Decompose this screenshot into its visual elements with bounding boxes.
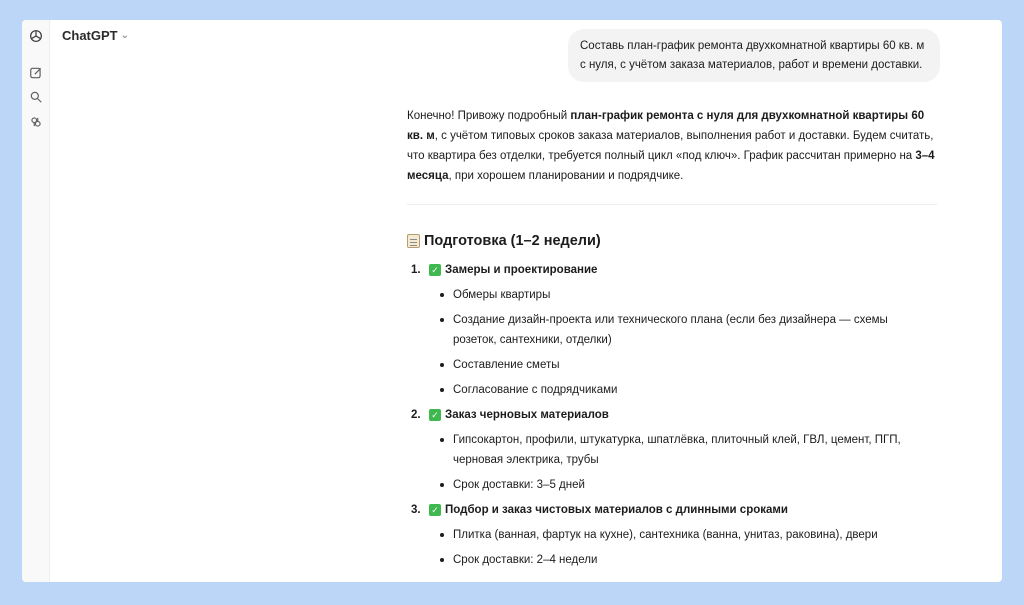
step-item xyxy=(407,405,937,495)
step-title: Заказ черновых материалов xyxy=(445,409,609,421)
step-heading xyxy=(407,260,937,280)
gpts-icon[interactable] xyxy=(26,112,46,132)
intro-text-2: , с учётом типовых сроков заказа материалов, выполнения работ и доставки. Будем считать, что квартира без отделки, требуется полный цикл «под ключ». График рассчитан примерно на xyxy=(407,130,934,162)
chatgpt-logo-icon[interactable] xyxy=(26,26,46,46)
step-number: 3. xyxy=(411,504,421,516)
list-item: Обмеры квартиры xyxy=(453,285,937,305)
list-item: Составление сметы xyxy=(453,355,937,375)
check-mark-icon: ✓ xyxy=(429,504,441,516)
search-icon[interactable] xyxy=(26,87,46,107)
step-item xyxy=(407,500,937,570)
sidebar xyxy=(22,20,50,582)
step-number: 1. xyxy=(411,264,421,276)
step-title: Подбор и заказ чистовых материалов с длинными сроками xyxy=(445,504,788,516)
list-item: Срок доставки: 2–4 недели xyxy=(453,550,937,570)
chevron-down-icon: ⌄ xyxy=(120,30,130,41)
intro-bold-1: план-график ремонта с нуля для двухкомнатной квартиры 60 кв. м xyxy=(407,110,925,142)
section-title: Подготовка (1–2 недели) xyxy=(424,233,601,249)
clipboard-icon xyxy=(407,234,420,248)
model-selector-label: ChatGPT xyxy=(62,28,118,43)
list-item: Согласование с подрядчиками xyxy=(453,380,937,400)
step-item xyxy=(407,260,937,400)
intro-text-1: Конечно! Привожу подробный xyxy=(407,110,571,122)
answer-intro xyxy=(407,106,937,186)
section-heading xyxy=(407,231,937,251)
steps-list xyxy=(407,260,937,570)
check-mark-icon: ✓ xyxy=(429,409,441,421)
bullet-list xyxy=(453,285,937,400)
bullet-list xyxy=(453,430,937,495)
list-item: Срок доставки: 3–5 дней xyxy=(453,475,937,495)
step-title: Замеры и проектирование xyxy=(445,264,598,276)
divider xyxy=(407,204,937,205)
list-item: Создание дизайн-проекта или технического плана (если без дизайнера — схемы розеток, сантехники, отделки) xyxy=(453,310,937,350)
intro-text-3: , при хорошем планировании и подрядчике. xyxy=(448,170,684,182)
intro-bold-2: 3–4 месяца xyxy=(407,150,935,182)
assistant-message xyxy=(407,106,937,575)
user-message-bubble xyxy=(568,29,940,82)
bullet-list xyxy=(453,525,937,570)
list-item: Гипсокартон, профили, штукатурка, шпатлёвка, плиточный клей, ГВЛ, цемент, ПГП, черновая электрика, трубы xyxy=(453,430,937,470)
list-item: Плитка (ванная, фартук на кухне), сантехника (ванна, унитаз, раковина), двери xyxy=(453,525,937,545)
model-selector[interactable] xyxy=(62,28,129,43)
step-heading xyxy=(407,500,937,520)
user-message-text: Составь план-график ремонта двухкомнатной квартиры 60 кв. м с нуля, с учётом заказа материалов, работ и времени доставки. xyxy=(580,40,925,71)
step-number: 2. xyxy=(411,409,421,421)
step-heading xyxy=(407,405,937,425)
new-chat-icon[interactable] xyxy=(26,63,46,83)
chat-window xyxy=(22,20,1002,582)
check-mark-icon: ✓ xyxy=(429,264,441,276)
